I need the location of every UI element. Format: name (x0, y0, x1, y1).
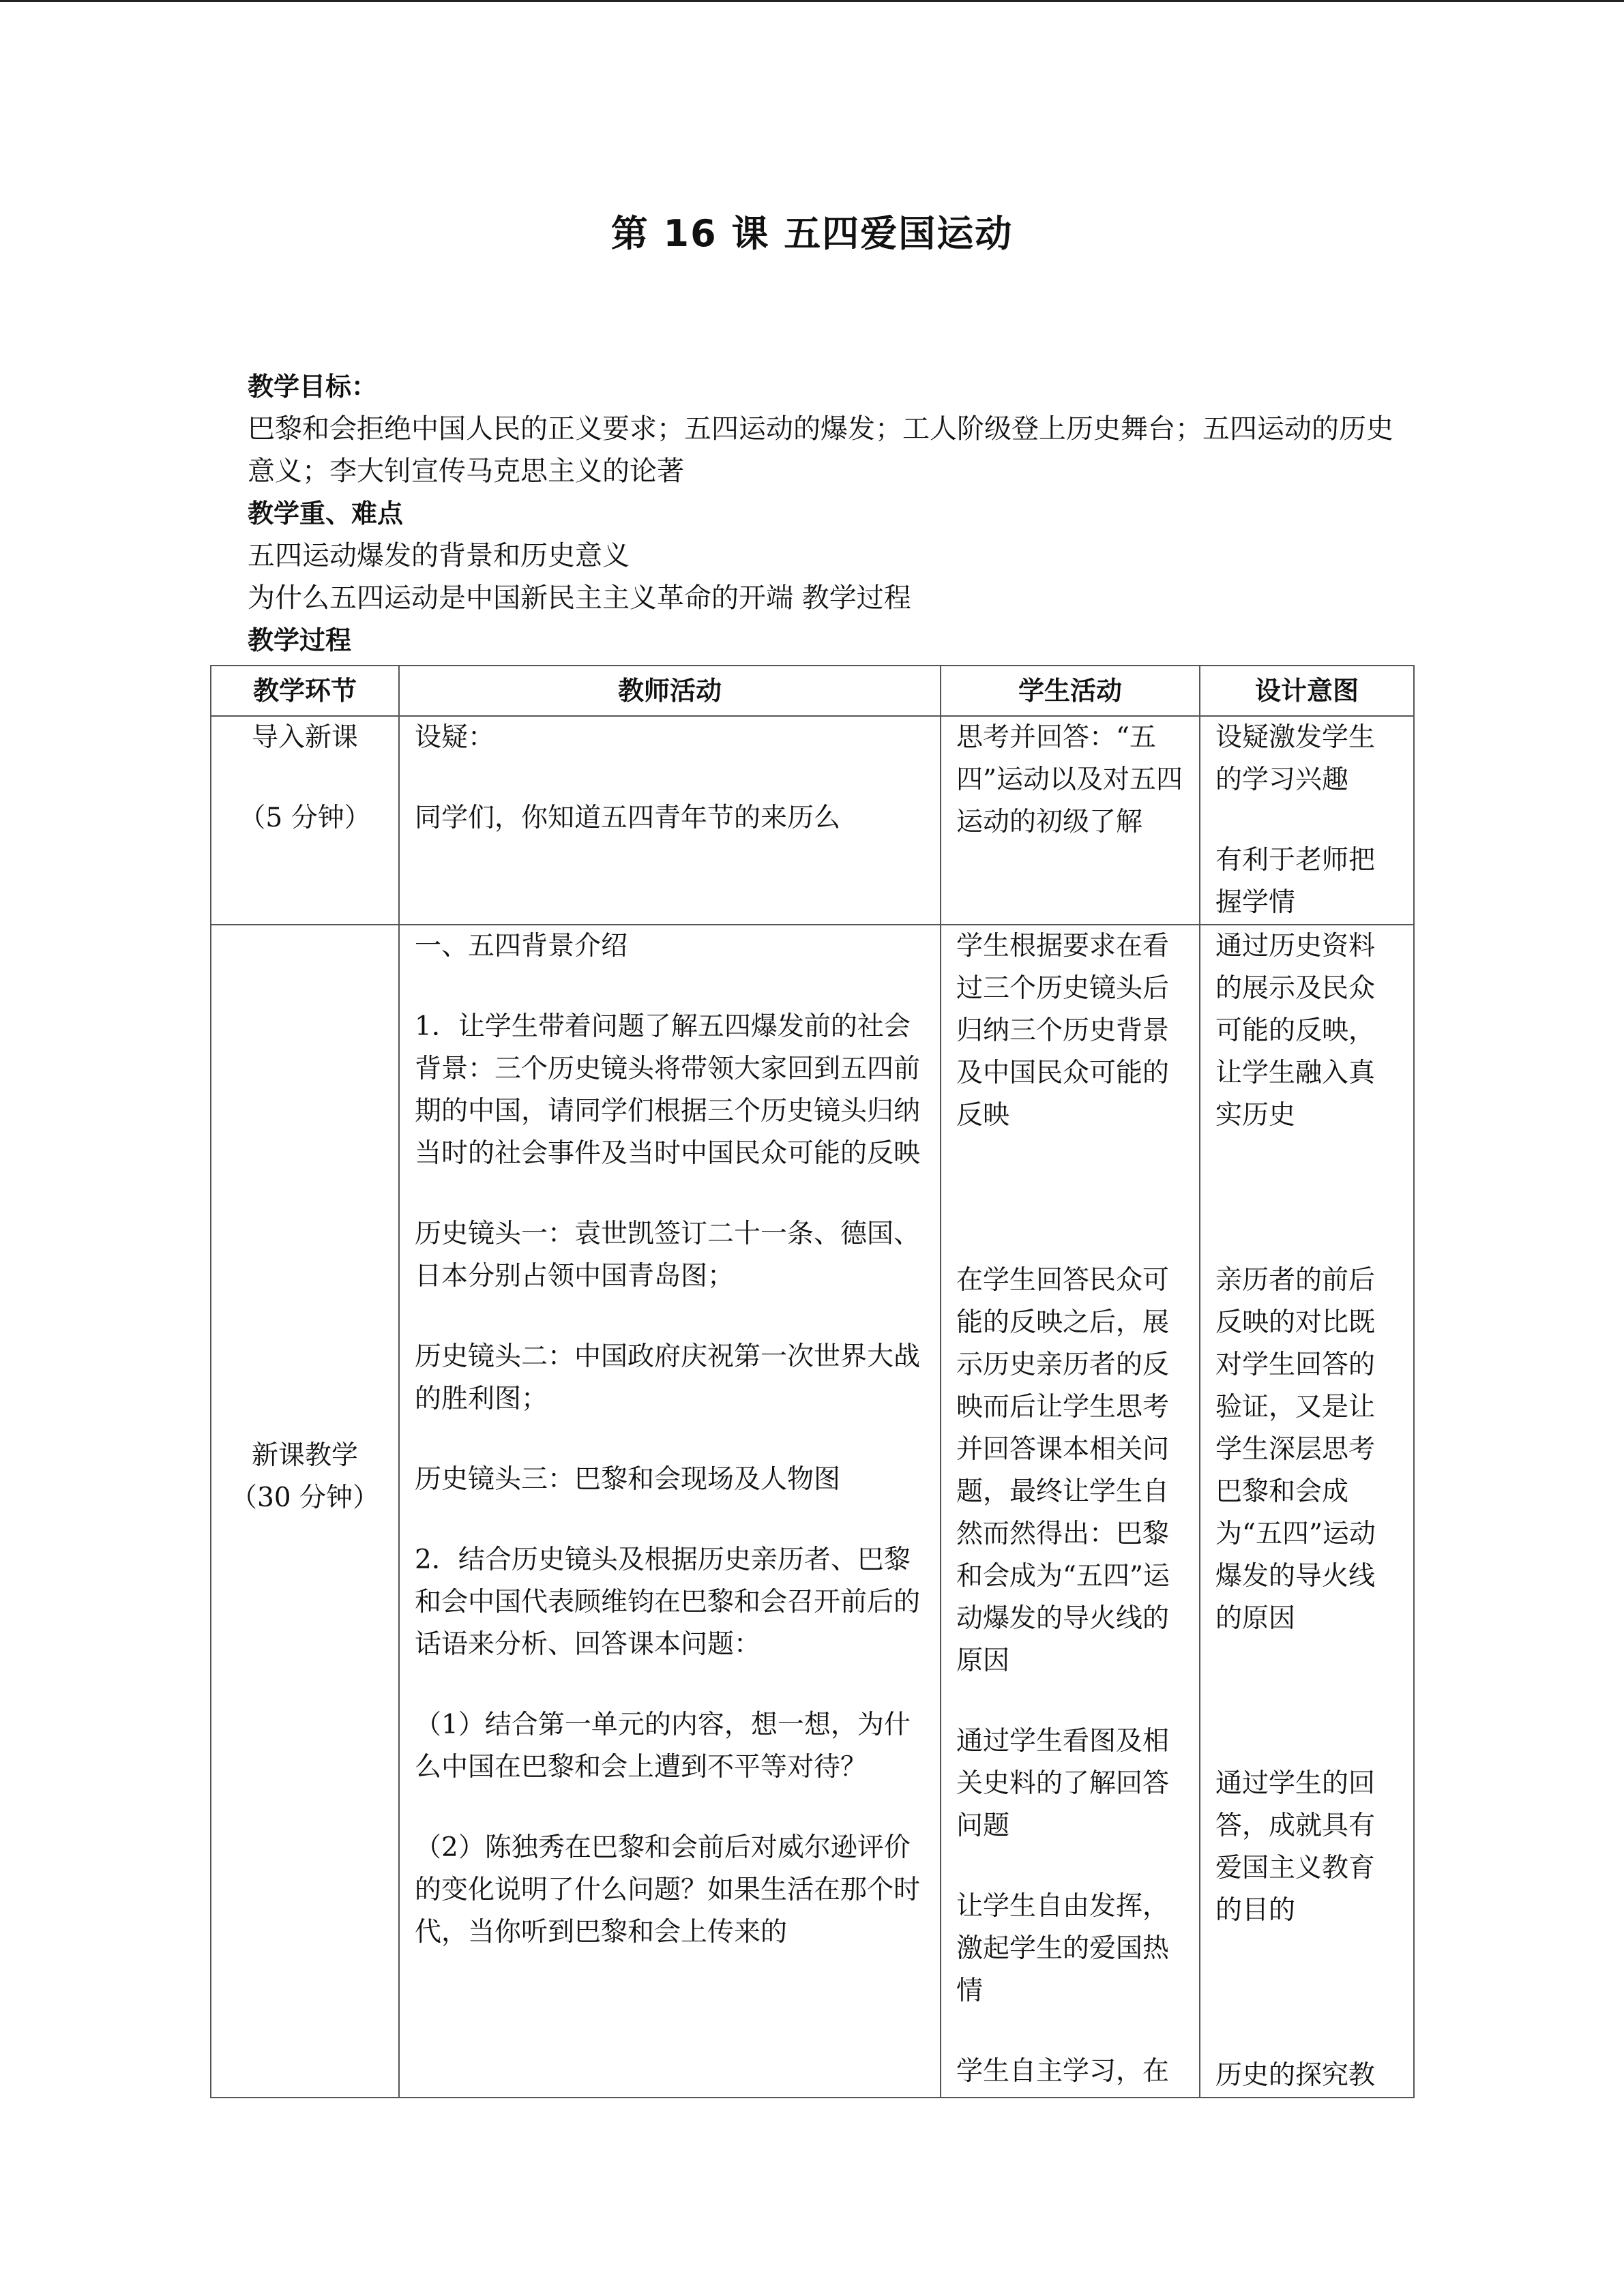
teacher-text: （2）陈独秀在巴黎和会前后对威尔逊评价的变化说明了什么问题？如果生活在那个时代，当你听到巴黎和会上传来的 (415, 1832, 921, 1948)
teacher-text: 1．让学生带着问题了解五四爆发前的社会背景：三个历史镜头将带领大家回到五四前期的中国，请同学们根据三个历史镜头归纳当时的社会事件及当时中国民众可能的反映 (415, 1011, 921, 1169)
stage-time: （5 分钟） (239, 803, 371, 833)
lesson-intro (248, 366, 1407, 661)
intent-text: 有利于老师把握学情 (1215, 845, 1376, 918)
table-row (211, 716, 1414, 925)
intent-text: 历史的探究教 (1215, 2060, 1376, 2091)
teaching-process-table (210, 665, 1415, 2098)
student-text: 在学生回答民众可能的反映之后，展示历史亲历者的反映而后让学生思考并回答课本相关问题，最终让学生自然而然得出：巴黎和会成为“五四”运动爆发的导火线的原因 (956, 1265, 1170, 1676)
student-cell (941, 716, 1200, 925)
stage-name: 导入新课 (251, 722, 358, 753)
key-point-2: 为什么五四运动是中国新民主主义革命的开端 教学过程 (248, 582, 911, 614)
teacher-text: 历史镜头二：中国政府庆祝第一次世界大战的胜利图； (415, 1341, 921, 1414)
table-header-row (211, 666, 1414, 716)
intent-cell (1200, 716, 1414, 925)
stage-cell (211, 925, 399, 2098)
table-row (211, 925, 1414, 2098)
page-title: 第 16 课 五四爱国运动 (610, 212, 1014, 255)
student-text: 学生根据要求在看过三个历史镜头后归纳三个历史背景及中国民众可能的反映 (956, 931, 1170, 1131)
student-text: 让学生自由发挥，激起学生的爱国热情 (956, 1891, 1170, 2006)
intent-cell (1200, 925, 1414, 2098)
key-points-heading: 教学重、难点 (248, 498, 404, 528)
intent-text: 亲历者的前后反映的对比既对学生回答的验证，又是让学生深层思考巴黎和会成为“五四”运动爆发的导火线的原因 (1215, 1265, 1376, 1634)
student-text: 学生自主学习，在 (956, 2056, 1170, 2087)
teacher-cell (399, 716, 941, 925)
student-text: 思考并回答：“五四”运动以及对五四运动的初级了解 (956, 722, 1183, 837)
teacher-cell (399, 925, 941, 2098)
intent-text: 设疑激发学生的学习兴趣 (1215, 722, 1376, 795)
teacher-text: 2．结合历史镜头及根据历史亲历者、巴黎和会中国代表顾维钧在巴黎和会召开前后的话语来分析、回答课本问题： (415, 1545, 921, 1660)
teacher-text: 历史镜头一：袁世凯签订二十一条、德国、日本分别占领中国青岛图； (415, 1219, 921, 1292)
header-teacher: 教师活动 (399, 666, 941, 716)
stage-cell (211, 716, 399, 925)
student-cell (941, 925, 1200, 2098)
key-point-1: 五四运动爆发的背景和历史意义 (248, 540, 630, 571)
teacher-text: （1）结合第一单元的内容，想一想，为什么中国在巴黎和会上遭到不平等对待？ (415, 1710, 911, 1783)
objectives-text: 巴黎和会拒绝中国人民的正义要求；五四运动的爆发；工人阶级登上历史舞台；五四运动的历史意义；李大钊宣传马克思主义的论著 (248, 413, 1393, 487)
intent-text: 通过学生的回答，成就具有爱国主义教育的目的 (1215, 1768, 1376, 1926)
teacher-text: 同学们，你知道五四青年节的来历么 (415, 803, 841, 833)
objectives-heading: 教学目标： (248, 372, 378, 402)
intent-text: 通过历史资料的展示及民众可能的反映，让学生融入真实历史 (1215, 931, 1376, 1131)
page-top-rule (0, 0, 1624, 2)
teacher-text: 一、五四背景介绍 (415, 931, 628, 961)
header-stage: 教学环节 (211, 666, 399, 716)
stage-name: 新课教学 (251, 1440, 358, 1471)
process-heading: 教学过程 (248, 625, 352, 655)
teacher-text: 设疑： (415, 722, 495, 753)
stage-time: （30 分钟） (230, 1482, 380, 1513)
header-student: 学生活动 (941, 666, 1200, 716)
teacher-text: 历史镜头三：巴黎和会现场及人物图 (415, 1464, 841, 1495)
student-text: 通过学生看图及相关史料的了解回答问题 (956, 1726, 1170, 1841)
header-intent: 设计意图 (1200, 666, 1414, 716)
